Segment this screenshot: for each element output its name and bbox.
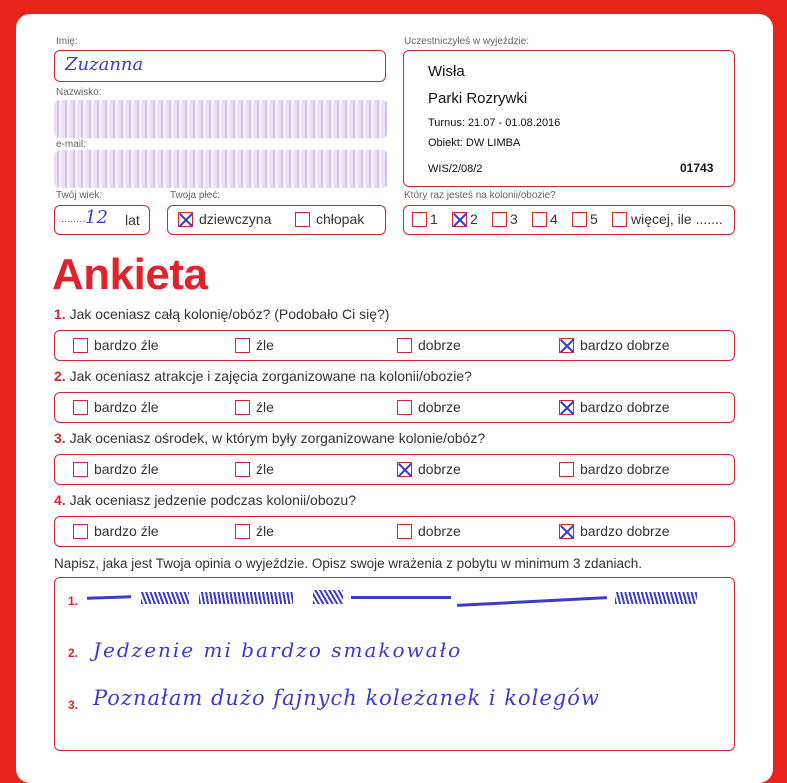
scribble-mark <box>199 592 293 604</box>
rating-label: źle <box>256 523 274 539</box>
question-number: 1. <box>54 306 66 322</box>
times-field <box>403 205 735 235</box>
gender-label: Twoja płeć: <box>170 190 221 201</box>
question-3 <box>54 430 485 446</box>
checkbox[interactable] <box>73 524 88 539</box>
times-option-3[interactable] <box>492 211 518 227</box>
gender-option-boy[interactable] <box>295 211 364 227</box>
checkbox-checked[interactable] <box>559 400 574 415</box>
email-redacted <box>54 150 388 188</box>
scribble-mark <box>87 595 131 600</box>
rating-option[interactable] <box>73 399 159 415</box>
question-text: Jak oceniasz atrakcje i zajęcia zorganizowane na kolonii/obozie? <box>69 368 472 384</box>
gender-option-girl[interactable] <box>178 211 271 227</box>
age-label: Twój wiek: <box>56 190 103 201</box>
rating-label: źle <box>256 399 274 415</box>
checkbox[interactable] <box>295 212 310 227</box>
times-option-label: 2 <box>470 211 478 227</box>
trip-label: Uczestniczyłeś w wyjeździe: <box>404 36 530 47</box>
checkbox[interactable] <box>235 524 250 539</box>
scribble-mark <box>141 592 189 604</box>
surname-redacted <box>54 100 388 138</box>
rating-label: źle <box>256 337 274 353</box>
opinion-prompt: Napisz, jaka jest Twoja opinia o wyjeździe. Opisz swoje wrażenia z pobytu w minimum 3 zdaniach. <box>54 556 643 571</box>
times-option-label: 4 <box>550 211 558 227</box>
times-option-label: więcej, ile ....... <box>631 211 723 227</box>
opinion-line-2: Jedzenie mi bardzo smakowało <box>93 638 463 662</box>
rating-option-selected[interactable] <box>397 461 461 477</box>
trip-info-box <box>403 50 735 187</box>
gender-option-label: chłopak <box>316 211 365 227</box>
times-option-1[interactable] <box>412 211 438 227</box>
question-text: Jak oceniasz ośrodek, w którym były zorganizowane kolonie/obóz? <box>69 430 486 446</box>
answer-row-4 <box>54 516 735 547</box>
times-option-5[interactable] <box>572 211 598 227</box>
answer-row-1 <box>54 330 735 361</box>
checkbox[interactable] <box>235 338 250 353</box>
scribble-mark <box>351 596 451 599</box>
opinion-line-3: Poznałam dużo fajnych koleżanek i kolegów <box>93 686 600 710</box>
age-value: 12 <box>85 207 108 228</box>
checkbox[interactable] <box>397 524 412 539</box>
checkbox[interactable] <box>73 462 88 477</box>
rating-label: bardzo dobrze <box>580 399 670 415</box>
question-2 <box>54 368 472 384</box>
rating-label: bardzo źle <box>94 523 159 539</box>
rating-label: dobrze <box>418 399 461 415</box>
trip-number: 01743 <box>680 161 714 175</box>
times-option-label: 3 <box>510 211 518 227</box>
checkbox[interactable] <box>397 338 412 353</box>
trip-obiekt: Obiekt: DW LIMBA <box>428 137 521 149</box>
surname-label: Nazwisko: <box>56 87 102 98</box>
rating-option[interactable] <box>397 337 461 353</box>
rating-label: dobrze <box>418 461 461 477</box>
age-unit: lat <box>125 212 140 228</box>
rating-option-selected[interactable] <box>559 337 670 353</box>
name-value: Zuzanna <box>65 54 144 75</box>
rating-label: bardzo dobrze <box>580 523 670 539</box>
rating-option[interactable] <box>235 523 274 539</box>
trip-code: WIS/2/08/2 <box>428 163 483 175</box>
survey-title: Ankieta <box>52 250 208 299</box>
rating-label: bardzo dobrze <box>580 337 670 353</box>
opinion-number-3: 3. <box>68 698 79 712</box>
rating-label: dobrze <box>418 523 461 539</box>
rating-option[interactable] <box>73 337 159 353</box>
question-1 <box>54 306 389 322</box>
checkbox[interactable] <box>532 212 547 227</box>
question-number: 4. <box>54 492 66 508</box>
rating-option-selected[interactable] <box>559 523 670 539</box>
checkbox[interactable] <box>412 212 427 227</box>
question-text: Jak oceniasz jedzenie podczas kolonii/obozu? <box>69 492 356 508</box>
question-number: 3. <box>54 430 66 446</box>
question-number: 2. <box>54 368 66 384</box>
gender-field <box>167 205 386 235</box>
checkbox[interactable] <box>559 462 574 477</box>
rating-option[interactable] <box>73 523 159 539</box>
rating-option[interactable] <box>235 399 274 415</box>
scribble-mark <box>313 590 343 604</box>
checkbox[interactable] <box>397 400 412 415</box>
question-4 <box>54 492 356 508</box>
age-dots: ........ <box>61 213 86 225</box>
rating-option[interactable] <box>235 337 274 353</box>
answer-row-3 <box>54 454 735 485</box>
question-text: Jak oceniasz całą kolonię/obóz? (Podobało Ci się?) <box>69 306 390 322</box>
checkbox[interactable] <box>235 462 250 477</box>
name-label: Imię: <box>56 36 78 47</box>
opinion-field[interactable] <box>54 577 735 751</box>
scribble-mark <box>457 596 607 607</box>
rating-option[interactable] <box>559 461 670 477</box>
checkbox[interactable] <box>235 400 250 415</box>
name-field[interactable] <box>54 50 386 82</box>
rating-label: bardzo dobrze <box>580 461 670 477</box>
rating-option-selected[interactable] <box>559 399 670 415</box>
trip-type: Parki Rozrywki <box>428 90 528 107</box>
checkbox-checked[interactable] <box>559 338 574 353</box>
opinion-number-1: 1. <box>68 594 79 608</box>
rating-label: bardzo źle <box>94 461 159 477</box>
checkbox-checked[interactable] <box>397 462 412 477</box>
checkbox-checked[interactable] <box>452 212 467 227</box>
checkbox[interactable] <box>492 212 507 227</box>
answer-row-2 <box>54 392 735 423</box>
times-option-4[interactable] <box>532 211 558 227</box>
checkbox-checked[interactable] <box>559 524 574 539</box>
times-option-2[interactable] <box>452 211 478 227</box>
trip-place: Wisła <box>428 63 465 80</box>
times-label: Który raz jesteś na kolonii/obozie? <box>404 190 556 201</box>
checkbox[interactable] <box>73 338 88 353</box>
checkbox-checked[interactable] <box>178 212 193 227</box>
times-option-more[interactable] <box>612 211 723 227</box>
rating-label: dobrze <box>418 337 461 353</box>
rating-option[interactable] <box>235 461 274 477</box>
checkbox[interactable] <box>612 212 627 227</box>
checkbox[interactable] <box>572 212 587 227</box>
rating-option[interactable] <box>397 523 461 539</box>
rating-label: źle <box>256 461 274 477</box>
rating-label: bardzo źle <box>94 399 159 415</box>
checkbox[interactable] <box>73 400 88 415</box>
scribble-mark <box>615 592 697 604</box>
trip-turnus: Turnus: 21.07 - 01.08.2016 <box>428 117 561 129</box>
gender-option-label: dziewczyna <box>199 211 272 227</box>
age-field[interactable] <box>54 205 150 235</box>
times-option-label: 1 <box>430 211 438 227</box>
email-label: e-mail: <box>56 139 87 150</box>
rating-label: bardzo źle <box>94 337 159 353</box>
times-option-label: 5 <box>590 211 598 227</box>
rating-option[interactable] <box>397 399 461 415</box>
opinion-number-2: 2. <box>68 646 79 660</box>
rating-option[interactable] <box>73 461 159 477</box>
